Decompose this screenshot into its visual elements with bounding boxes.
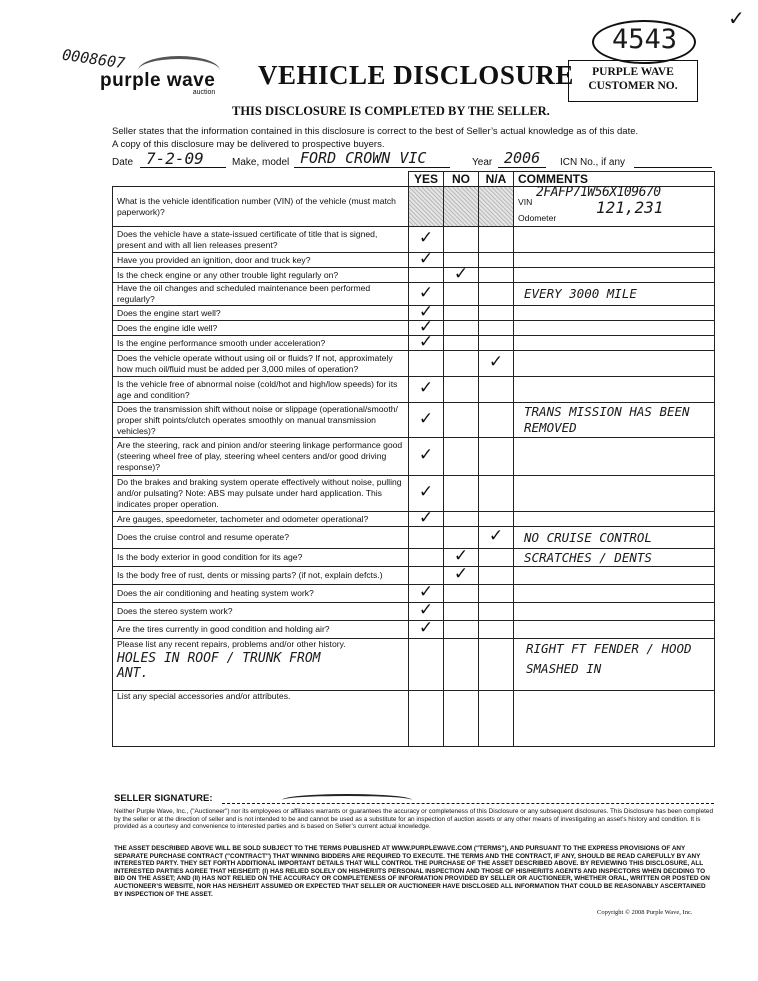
question-row bbox=[113, 603, 715, 621]
answer-na-cell[interactable] bbox=[479, 567, 514, 585]
make-label: Make, model bbox=[232, 157, 290, 168]
check-mark-icon: ✓ bbox=[418, 316, 434, 337]
comment-cell[interactable] bbox=[514, 377, 715, 403]
comment-cell[interactable] bbox=[514, 321, 715, 336]
answer-na-cell[interactable] bbox=[479, 283, 514, 306]
answer-yes-cell[interactable] bbox=[409, 476, 444, 512]
answer-no-cell[interactable] bbox=[444, 351, 479, 377]
vin-row bbox=[113, 187, 715, 227]
check-mark-icon: ✓ bbox=[418, 445, 434, 465]
question-row bbox=[113, 567, 715, 585]
question-text: Are the tires currently in good condition and holding air? bbox=[113, 621, 409, 639]
question-text: Are the steering, rack and pinion and/or steering linkage performance good (steering wheel free of play, steering wheel centers and/or good driving response)? bbox=[113, 438, 409, 476]
check-mark-icon: ✓ bbox=[418, 228, 434, 248]
check-mark-icon: ✓ bbox=[418, 507, 434, 528]
copyright: Copyright © 2008 Purple Wave, Inc. bbox=[597, 909, 693, 916]
date-label: Date bbox=[112, 157, 134, 168]
answer-na-cell[interactable] bbox=[479, 476, 514, 512]
question-row bbox=[113, 549, 715, 567]
year-label: Year bbox=[472, 157, 493, 168]
question-text: Does the engine start well? bbox=[113, 306, 409, 321]
question-row bbox=[113, 227, 715, 253]
question-row bbox=[113, 321, 715, 336]
vin-value[interactable]: 2FAFP71W56X109670 bbox=[536, 184, 661, 200]
answer-yes-cell[interactable] bbox=[409, 618, 444, 639]
answer-yes-cell[interactable] bbox=[409, 527, 444, 549]
question-text: Does the transmission shift without noise or slippage (operational/smooth/ proper shift points/clutch operates smoothly on manual transmission vehicles)? bbox=[113, 403, 409, 438]
answer-na-cell[interactable] bbox=[479, 336, 514, 351]
date-value[interactable]: 7-2-09 bbox=[146, 149, 204, 168]
question-row bbox=[113, 403, 715, 438]
disclosure-table bbox=[112, 171, 715, 747]
answer-na-cell[interactable] bbox=[479, 621, 514, 639]
intro-line-1: Seller states that the information contained in this disclosure is correct to the best of Seller’s actual knowledge as of this date. bbox=[112, 126, 639, 137]
comment-cell[interactable] bbox=[514, 336, 715, 351]
answer-no-cell[interactable] bbox=[444, 321, 479, 336]
check-mark-icon: ✓ bbox=[453, 263, 469, 284]
repairs-row bbox=[113, 639, 715, 691]
answer-na-cell[interactable] bbox=[479, 377, 514, 403]
answer-no-cell[interactable] bbox=[444, 283, 479, 306]
check-mark-icon: ✓ bbox=[418, 378, 434, 398]
comment-cell[interactable] bbox=[514, 306, 715, 321]
page-title: VEHICLE DISCLOSURE bbox=[258, 60, 574, 90]
comment-cell[interactable] bbox=[514, 476, 715, 512]
question-row bbox=[113, 512, 715, 527]
answer-na-cell[interactable] bbox=[479, 227, 514, 253]
check-mark-icon: ✓ bbox=[488, 352, 504, 372]
comment-cell[interactable]: NO CRUISE CONTROL bbox=[514, 527, 715, 549]
signature-label: SELLER SIGNATURE: bbox=[114, 793, 213, 804]
comment-cell[interactable] bbox=[514, 603, 715, 621]
question-text: Is the engine performance smooth under acceleration? bbox=[113, 336, 409, 351]
answer-no-cell[interactable] bbox=[444, 336, 479, 351]
col-na: N/A bbox=[479, 172, 514, 187]
doc-number: 0008607 bbox=[61, 45, 127, 73]
logo-sub: auction bbox=[192, 89, 216, 96]
check-mark-icon: ✓ bbox=[418, 408, 434, 429]
comment-cell[interactable] bbox=[514, 268, 715, 283]
vin-label: VIN bbox=[518, 196, 533, 207]
answer-yes-cell[interactable] bbox=[409, 248, 444, 269]
comment-cell[interactable]: SCRATCHES / DENTS bbox=[514, 549, 715, 567]
answer-no-cell[interactable] bbox=[444, 621, 479, 639]
question-row bbox=[113, 283, 715, 306]
comment-cell[interactable] bbox=[514, 621, 715, 639]
repairs-answer[interactable]: HOLES IN ROOF / TRUNK FROM ANT. bbox=[117, 651, 321, 681]
question-text: Does the engine idle well? bbox=[113, 321, 409, 336]
customer-box: PURPLE WAVE CUSTOMER NO. bbox=[568, 60, 698, 102]
corner-check: ✓ bbox=[728, 8, 745, 30]
answer-no-cell[interactable] bbox=[444, 377, 479, 403]
question-row bbox=[113, 351, 715, 377]
answer-no-cell[interactable] bbox=[444, 403, 479, 438]
answer-na-cell[interactable] bbox=[479, 512, 514, 527]
comment-cell[interactable] bbox=[514, 512, 715, 527]
intro-line-2: A copy of this disclosure may be delivered to prospective buyers. bbox=[112, 139, 385, 150]
signature-stroke bbox=[282, 794, 412, 806]
check-mark-icon: ✓ bbox=[453, 564, 469, 584]
date-line bbox=[112, 150, 712, 170]
question-row bbox=[113, 621, 715, 639]
question-row bbox=[113, 336, 715, 351]
answer-no-cell[interactable] bbox=[444, 512, 479, 527]
check-mark-icon: ✓ bbox=[418, 582, 434, 602]
comment-cell[interactable] bbox=[514, 253, 715, 268]
question-text: Have you provided an ignition, door and truck key? bbox=[113, 253, 409, 268]
answer-no-cell[interactable] bbox=[444, 227, 479, 253]
question-text: Is the body free of rust, dents or missing parts? (if not, explain defcts.) bbox=[113, 567, 409, 585]
answer-na-cell[interactable] bbox=[479, 306, 514, 321]
logo-swoosh-icon bbox=[138, 56, 220, 85]
check-mark-icon: ✓ bbox=[418, 248, 434, 269]
check-mark-icon: ✓ bbox=[418, 331, 434, 352]
answer-na-cell[interactable] bbox=[479, 253, 514, 268]
question-text: Does the cruise control and resume operate? bbox=[113, 527, 409, 549]
comment-cell[interactable]: EVERY 3000 MILE bbox=[514, 283, 715, 306]
question-text: Do the brakes and braking system operate effectively without noise, pulling and/or pulsating? Note: ABS may pulsate under hard application. This indicates proper operation. bbox=[113, 476, 409, 512]
question-text: Is the body exterior in good condition for its age? bbox=[113, 549, 409, 567]
answer-na-cell[interactable] bbox=[479, 527, 514, 549]
question-text: Are gauges, speedometer, tachometer and odometer operational? bbox=[113, 512, 409, 527]
col-comments: COMMENTS bbox=[514, 172, 715, 187]
odometer-label: Odometer bbox=[518, 212, 557, 223]
odometer-value[interactable]: 121,231 bbox=[596, 197, 664, 217]
customer-number: 4543 bbox=[612, 24, 678, 55]
answer-na-cell[interactable] bbox=[479, 549, 514, 567]
check-mark-icon: ✓ bbox=[418, 618, 434, 638]
answer-yes-cell[interactable] bbox=[409, 377, 444, 403]
check-mark-icon: ✓ bbox=[418, 600, 434, 620]
answer-no-cell[interactable] bbox=[444, 263, 479, 284]
answer-no-cell[interactable] bbox=[444, 476, 479, 512]
answer-na-cell[interactable] bbox=[479, 351, 514, 377]
question-row bbox=[113, 585, 715, 603]
col-yes: YES bbox=[409, 172, 444, 187]
answer-yes-cell[interactable] bbox=[409, 351, 444, 377]
comment-cell[interactable] bbox=[514, 585, 715, 603]
check-mark-icon: ✓ bbox=[453, 546, 469, 566]
question-row bbox=[113, 438, 715, 476]
repairs-label: Please list any recent repairs, problems and/or other history. bbox=[117, 639, 346, 649]
terms: THE ASSET DESCRIBED ABOVE WILL BE SOLD SUBJECT TO THE TERMS PUBLISHED AT WWW.PURPLEWAVE.COM ("TERMS"), AND PURSUANT TO THE EXPRESS PROVISIONS OF ANY SEPARATE PURCHASE CONTRACT ("CONTRACT") THAT WINNING BIDDERS ARE REQUIRED TO EXECUTE. THE TERMS AND THE CONTRACT, IF ANY, SHOULD BE READ CAREFULLY BY ANY INTERESTED PARTY. THEY SET FORTH ADDITIONAL IMPORTANT DETAILS THAT WILL CONTROL THE PURCHASE OF THE ASSET DESCRIBED ABOVE. BY REVIEWING THIS DISCLOSURE, ALL INTERESTED PARTIES AGREE THAT HE/SHE/IT: (I) HAS RELIED SOLELY ON HIS/HER/ITS PERSONAL INSPECTION AND THOSE OF HIS/HER/ITS AGENTS AND INSPECTORS WHEN DECIDING TO BID ON THE ASSET; AND (II) HAS NOT RELIED ON THE ACCURACY OR COMPLETENESS OF INFORMATION PROVIDED BY SELLER OR AUCTIONEER, WHETHER ORAL, WRITTEN OR POSTED ON AUCTIONEER’S WEBSITE, NOR HAS HE/SHE/IT ASSUMED OR EXPECTED THAT SELLER OR AUCTIONEER HAVE DISCLOSED ALL INFORMATION THAT COULD BE REASONABLY ASCERTAINED BY INSPECTION OF THE ASSET. bbox=[114, 845, 710, 898]
answer-na-cell[interactable] bbox=[479, 268, 514, 283]
answer-yes-cell[interactable] bbox=[409, 438, 444, 476]
comment-cell[interactable] bbox=[514, 351, 715, 377]
repairs-comment[interactable]: RIGHT FT FENDER / HOOD SMASHED IN bbox=[514, 639, 715, 691]
answer-na-cell[interactable] bbox=[479, 438, 514, 476]
question-text: Does the air conditioning and heating system work? bbox=[113, 585, 409, 603]
col-no: NO bbox=[444, 172, 479, 187]
logo bbox=[100, 70, 215, 96]
answer-no-cell[interactable] bbox=[444, 585, 479, 603]
answer-no-cell[interactable] bbox=[444, 564, 479, 585]
question-text: Is the vehicle free of abnormal noise (cold/hot and high/low speeds) for its age and condition? bbox=[113, 377, 409, 403]
accessories-row bbox=[113, 691, 715, 747]
question-row bbox=[113, 527, 715, 549]
question-row bbox=[113, 253, 715, 268]
question-text: Is the check engine or any other trouble light regularly on? bbox=[113, 268, 409, 283]
question-row bbox=[113, 476, 715, 512]
comment-cell[interactable] bbox=[514, 567, 715, 585]
logo-text: purple wave bbox=[100, 70, 216, 91]
question-row bbox=[113, 306, 715, 321]
answer-na-cell[interactable] bbox=[479, 321, 514, 336]
question-row bbox=[113, 268, 715, 283]
check-mark-icon: ✓ bbox=[418, 482, 434, 502]
vin-question: What is the vehicle identification number (VIN) of the vehicle (must match paperwork)? bbox=[113, 187, 409, 227]
check-mark-icon: ✓ bbox=[418, 282, 434, 303]
answer-yes-cell[interactable] bbox=[409, 268, 444, 283]
year-value[interactable]: 2006 bbox=[504, 149, 541, 167]
comment-cell[interactable]: TRANS MISSION HAS BEEN REMOVED bbox=[514, 403, 715, 438]
answer-na-cell[interactable] bbox=[479, 603, 514, 621]
icn-label: ICN No., if any bbox=[560, 157, 626, 168]
answer-no-cell[interactable] bbox=[444, 438, 479, 476]
question-text: Does the vehicle have a state-issued certificate of title that is signed, present and with all lien releases present? bbox=[113, 227, 409, 253]
question-text: Have the oil changes and scheduled maintenance been performed regularly? bbox=[113, 283, 409, 306]
make-value[interactable]: FORD CROWN VIC bbox=[300, 149, 427, 167]
answer-yes-cell[interactable] bbox=[409, 507, 444, 528]
answer-na-cell[interactable] bbox=[479, 585, 514, 603]
answer-no-cell[interactable] bbox=[444, 306, 479, 321]
disclaimer: Neither Purple Wave, Inc., ("Auctioneer") nor its employees or affiliates warrants or guarantees the accuracy or completeness of this Disclosure or any subsequent disclosures. This Disclosure has been completed by the seller or at the direction of seller and is not intended to be and cannot be used as a substitute for an inspection of auction assets or any other means of investigating an asset’s history and condition. It is provided as a courtesy and convenience to interested parties and is based on Seller’s current actual knowledge. bbox=[114, 808, 714, 831]
answer-yes-cell[interactable] bbox=[409, 549, 444, 567]
answer-yes-cell[interactable] bbox=[409, 331, 444, 352]
comment-cell[interactable] bbox=[514, 227, 715, 253]
answer-no-cell[interactable] bbox=[444, 603, 479, 621]
page-subtitle: THIS DISCLOSURE IS COMPLETED BY THE SELLER. bbox=[232, 104, 550, 118]
question-text: Does the vehicle operate without using oil or fluids? If not, approximately how much oil/fluid must be added per 3,000 miles of operation? bbox=[113, 351, 409, 377]
answer-na-cell[interactable] bbox=[479, 403, 514, 438]
question-text: Does the stereo system work? bbox=[113, 603, 409, 621]
check-mark-icon: ✓ bbox=[418, 301, 434, 322]
check-mark-icon: ✓ bbox=[488, 526, 504, 546]
question-row bbox=[113, 377, 715, 403]
accessories-label: List any special accessories and/or attributes. bbox=[113, 691, 409, 747]
answer-yes-cell[interactable] bbox=[409, 403, 444, 438]
comment-cell[interactable] bbox=[514, 438, 715, 476]
